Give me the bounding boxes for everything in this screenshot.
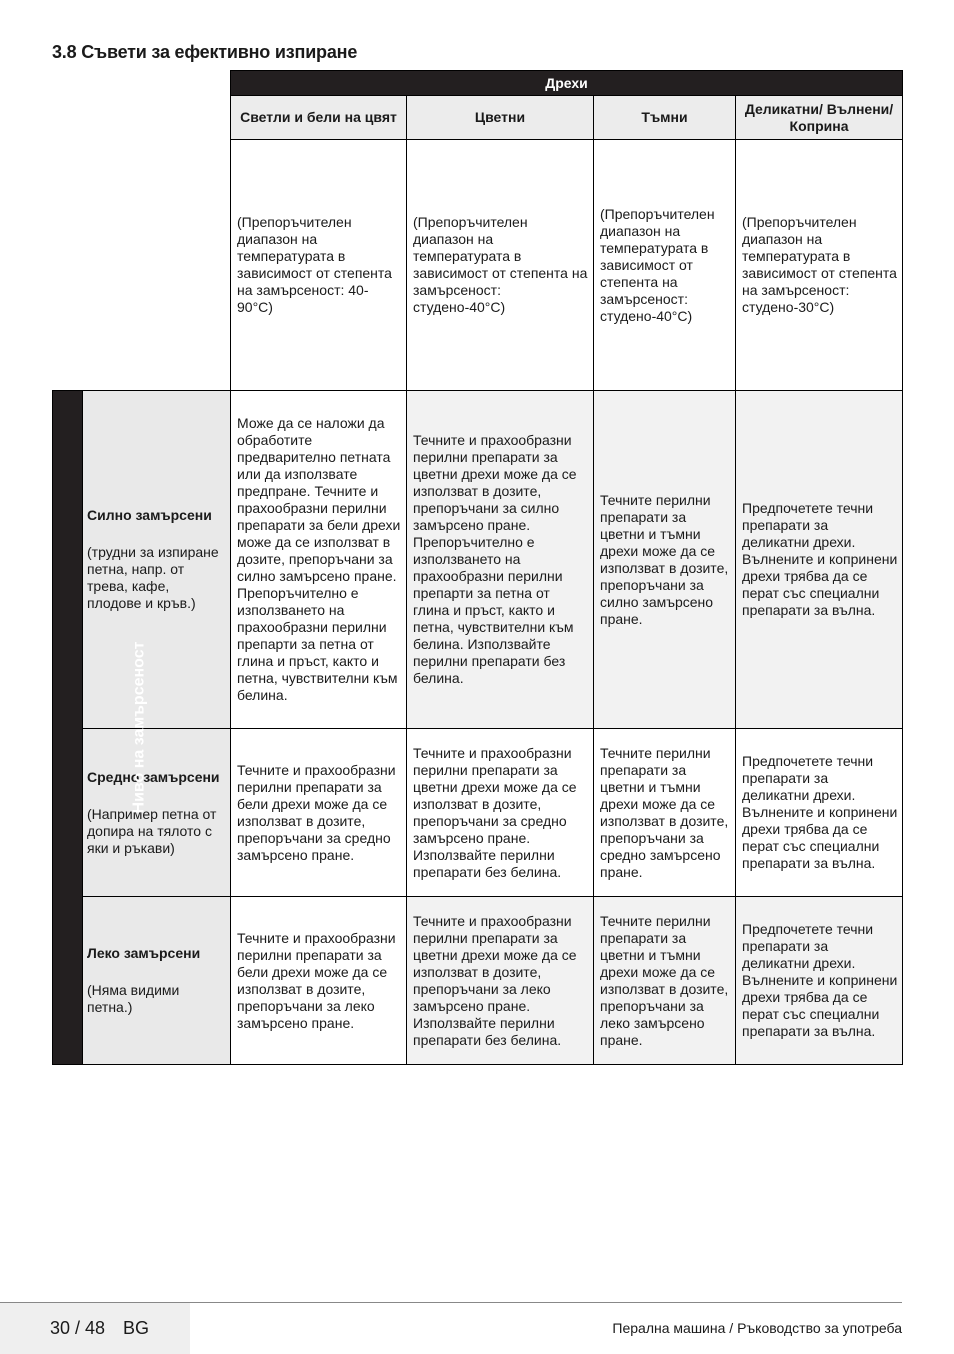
temperature-range-dark: (Препоръчителен диапазон на температурата в зависимост от степента на замърсеност: студено-40°C)	[594, 140, 736, 391]
empty-corner	[53, 71, 231, 391]
level-name: Леко замърсени	[87, 945, 201, 961]
tip-cell: Течните перилни препарати за цветни и тъмни дрехи може да се използват в дозите, препоръчани за силно замърсено пране.	[594, 391, 736, 729]
column-header-dark: Тъмни	[594, 96, 736, 140]
clothes-group-header: Дрехи	[231, 71, 903, 96]
document-title: Перална машина / Ръководство за употреба	[612, 1320, 902, 1336]
column-header-delicate: Деликатни/ Вълнени/Коприна	[736, 96, 903, 140]
tip-cell: Течните перилни препарати за цветни и тъмни дрехи може да се използват в дозите, препоръчани за средно замърсено пране.	[594, 729, 736, 897]
page-number	[50, 1318, 149, 1339]
language-code: BG	[123, 1318, 150, 1338]
temperature-range-light-white: (Препоръчителен диапазон на температурата в зависимост от степента на замърсеност: 40-90°C)	[231, 140, 407, 391]
washing-tips-table	[52, 70, 903, 1065]
tip-cell: Течните и прахообразни перилни препарати за цветни дрехи може да се използват в дозите, препоръчани за леко замърсено пране. Използвайте перилни препарати без белина.	[407, 897, 594, 1065]
soil-level-side-label: Ниво на замърсеност	[53, 391, 83, 1065]
tip-cell: Предпочетете течни препарати за деликатни дрехи. Вълнените и копринени дрехи трябва да се перат със специални препарати за вълна.	[736, 897, 903, 1065]
page-counter: 30 / 48	[50, 1318, 106, 1338]
tip-cell: Течните и прахообразни перилни препарати за бели дрехи може да се използват в дозите, препоръчани за средно замърсено пране.	[231, 729, 407, 897]
level-medium	[83, 729, 231, 897]
column-header-colored: Цветни	[407, 96, 594, 140]
tip-cell: Предпочетете течни препарати за деликатни дрехи. Вълнените и копринени дрехи трябва да се перат със специални препарати за вълна.	[736, 391, 903, 729]
tip-cell: Течните и прахообразни перилни препарати за цветни дрехи може да се използват в дозите, препоръчани за силно замърсено пране. Препоръчително е използването на прахообразни перилни препарти за петна от глина и пръст, както и петна, чувствителни към белина. Използвайте перилни препарати без белина.	[407, 391, 594, 729]
tip-cell: Течните и прахообразни перилни препарати за бели дрехи може да се използват в дозите, препоръчани за леко замърсено пране.	[231, 897, 407, 1065]
level-note: (Например петна от допира на тялото с яки и ръкави)	[87, 805, 217, 856]
temperature-range-delicate: (Препоръчителен диапазон на температурата в зависимост от степента на замърсеност: студено-30°C)	[736, 140, 903, 391]
table-row	[53, 729, 903, 897]
tip-cell: Може да се наложи да обработите предварително петната или да използвате предпране. Течните и прахообразни перилни препарати за бели дрехи може да се използват в дозите, препоръчани за силно замърсено пране. Препоръчително е използването на прахообразни перилни препарти за петна от глина и пръст, както и петна, чувствителни към белина.	[231, 391, 407, 729]
table-row	[53, 391, 903, 729]
tip-cell: Течните перилни препарати за цветни и тъмни дрехи може да се използват в дозите, препоръчани за леко замърсено пране.	[594, 897, 736, 1065]
tip-cell: Предпочетете течни препарати за деликатни дрехи. Вълнените и копринени дрехи трябва да се перат със специални препарати за вълна.	[736, 729, 903, 897]
temperature-range-colored: (Препоръчителен диапазон на температурата в зависимост от степента на замърсеност: студено-40°C)	[407, 140, 594, 391]
column-header-light-white: Светли и бели на цвят	[231, 96, 407, 140]
table-row	[53, 897, 903, 1065]
level-light	[83, 897, 231, 1065]
level-name: Силно замърсени	[87, 507, 212, 523]
tip-cell: Течните и прахообразни перилни препарати за цветни дрехи може да се използват в дозите, препоръчани за средно замърсено пране. Използвайте перилни препарати без белина.	[407, 729, 594, 897]
section-title: 3.8 Съвети за ефективно изпиране	[52, 42, 358, 62]
level-note: (Няма видими петна.)	[87, 982, 180, 1015]
level-name: Средно замърсени	[87, 768, 220, 785]
level-note: (трудни за изпиране петна, напр. от трева, кафе, плодове и кръв.)	[87, 544, 219, 611]
level-heavy	[83, 391, 231, 729]
